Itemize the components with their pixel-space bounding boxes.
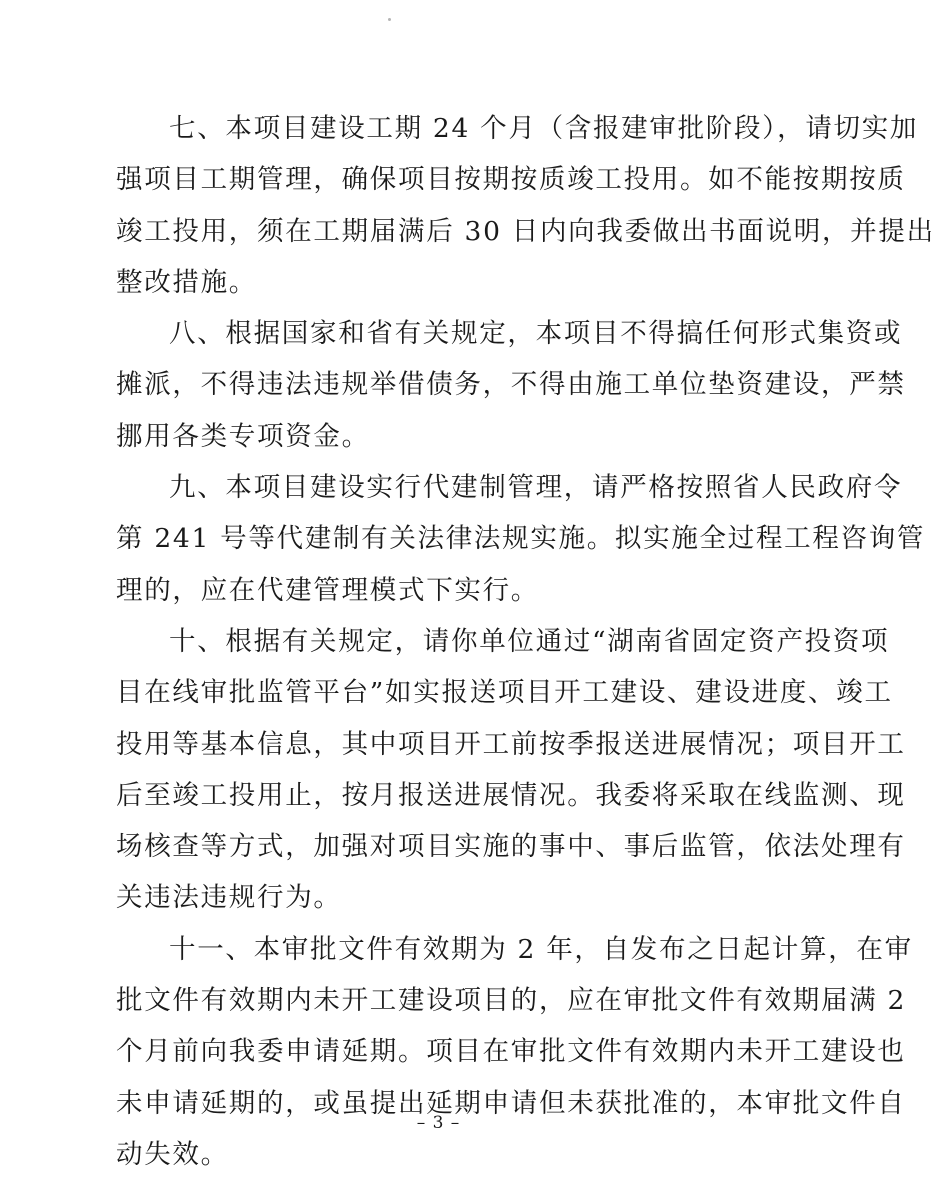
text-line: 批文件有效期内未开工建设项目的，应在审批文件有效期届满 2 — [116, 985, 907, 1017]
text-line: 关违法违规行为。 — [116, 882, 342, 914]
text-line: 挪用各类专项资金。 — [116, 420, 370, 452]
text-line: 八、根据国家和省有关规定，本项目不得搞任何形式集资或 — [169, 318, 903, 350]
text-line: 理的，应在代建管理模式下实行。 — [116, 574, 539, 606]
body-text — [116, 107, 935, 1184]
text-line: 摊派，不得违法违规举借债务，不得由施工单位垫资建设，严禁 — [116, 369, 906, 401]
text-line: 未申请延期的，或虽提出延期申请但未获批准的，本审批文件自 — [116, 1087, 906, 1119]
text-line: 动失效。 — [116, 1138, 229, 1170]
text-line: 十、根据有关规定，请你单位通过“湖南省固定资产投资项 — [169, 625, 890, 657]
text-line: 整改措施。 — [116, 266, 257, 298]
scan-dot — [388, 18, 391, 21]
text-line: 后至竣工投用止，按月报送进展情况。我委将采取在线监测、现 — [116, 779, 906, 811]
text-line: 九、本项目建设实行代建制管理，请严格按照省人民政府令 — [169, 472, 903, 504]
text-line: 场核查等方式，加强对项目实施的事中、事后监管，依法处理有 — [116, 831, 906, 863]
text-line: 投用等基本信息，其中项目开工前按季报送进展情况；项目开工 — [116, 728, 906, 760]
text-line: 十一、本审批文件有效期为 2 年，自发布之日起计算，在审 — [169, 933, 913, 965]
text-line: 个月前向我委申请延期。项目在审批文件有效期内未开工建设也 — [116, 1036, 906, 1068]
text-line: 竣工投用，须在工期届满后 30 日内向我委做出书面说明，并提出 — [116, 215, 935, 247]
text-line: 目在线审批监管平台”如实报送项目开工建设、建设进度、竣工 — [116, 677, 893, 709]
text-line: 强项目工期管理，确保项目按期按质竣工投用。如不能按期按质 — [116, 164, 906, 196]
text-line: 七、本项目建设工期 24 个月（含报建审批阶段），请切实加 — [169, 113, 919, 144]
page-number: – 3 – — [416, 1113, 461, 1133]
text-line: 第 241 号等代建制有关法律法规实施。拟实施全过程工程咨询管 — [116, 523, 926, 555]
